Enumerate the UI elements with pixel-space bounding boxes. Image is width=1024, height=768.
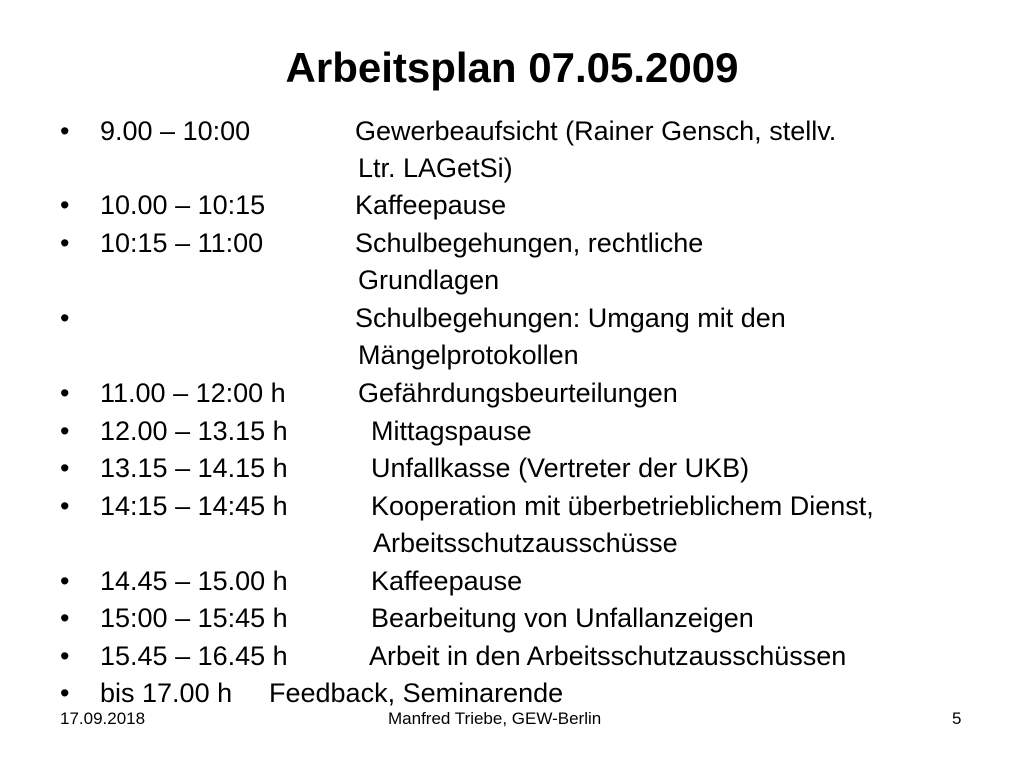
bullet-icon: • bbox=[60, 116, 70, 146]
agenda-topic: Gefährdungsbeurteilungen bbox=[358, 378, 678, 408]
agenda-topic: Schulbegehungen, rechtliche bbox=[355, 228, 704, 258]
agenda-topic: Kaffeepause bbox=[371, 566, 523, 596]
footer-author: Manfred Triebe, GEW-Berlin bbox=[388, 709, 602, 728]
slide-title: Arbeitsplan 07.05.2009 bbox=[285, 44, 739, 91]
bullet-icon: • bbox=[60, 378, 70, 408]
agenda-topic: Feedback, Seminarende bbox=[269, 678, 564, 708]
bullet-icon: • bbox=[60, 453, 70, 483]
agenda-time: bis 17.00 h bbox=[100, 678, 233, 708]
agenda-time: 10:15 – 11:00 bbox=[100, 228, 264, 258]
agenda-topic: Kooperation mit überbetrieblichem Dienst, bbox=[371, 491, 874, 521]
agenda-time: 11.00 – 12:00 h bbox=[100, 378, 286, 408]
bullet-icon: • bbox=[60, 190, 70, 220]
agenda-time: 13.15 – 14.15 h bbox=[100, 453, 288, 483]
agenda-topic-continuation: Mängelprotokollen bbox=[358, 340, 579, 370]
agenda-topic-continuation: Ltr. LAGetSi) bbox=[358, 153, 513, 183]
agenda-time: 10.00 – 10:15 bbox=[100, 190, 266, 220]
agenda-topic: Schulbegehungen: Umgang mit den bbox=[355, 303, 786, 333]
agenda-topic-continuation: Arbeitsschutzausschüsse bbox=[373, 528, 678, 558]
bullet-icon: • bbox=[60, 228, 70, 258]
bullet-icon: • bbox=[60, 641, 70, 671]
agenda-topic: Unfallkasse (Vertreter der UKB) bbox=[371, 453, 750, 483]
agenda-time: 14:15 – 14:45 h bbox=[100, 491, 288, 521]
footer-date: 17.09.2018 bbox=[60, 709, 146, 728]
agenda-topic: Gewerbeaufsicht (Rainer Gensch, stellv. bbox=[355, 116, 837, 146]
bullet-icon: • bbox=[60, 416, 70, 446]
bullet-icon: • bbox=[60, 603, 70, 633]
agenda-time: 15:00 – 15:45 h bbox=[100, 603, 288, 633]
agenda-time: 9.00 – 10:00 bbox=[100, 116, 251, 146]
footer-page-number: 5 bbox=[952, 709, 962, 728]
agenda-time: 14.45 – 15.00 h bbox=[100, 566, 288, 596]
bullet-icon: • bbox=[60, 491, 70, 521]
agenda-time: 15.45 – 16.45 h bbox=[100, 641, 288, 671]
agenda-topic-continuation: Grundlagen bbox=[358, 265, 500, 295]
agenda-topic: Bearbeitung von Unfallanzeigen bbox=[371, 603, 754, 633]
bullet-icon: • bbox=[60, 566, 70, 596]
agenda-time: 12.00 – 13.15 h bbox=[100, 416, 288, 446]
agenda-topic: Mittagspause bbox=[371, 416, 532, 446]
bullet-icon: • bbox=[60, 303, 70, 333]
agenda-topic: Arbeit in den Arbeitsschutzausschüssen bbox=[369, 641, 847, 671]
bullet-icon: • bbox=[60, 678, 70, 708]
agenda-topic: Kaffeepause bbox=[355, 190, 507, 220]
